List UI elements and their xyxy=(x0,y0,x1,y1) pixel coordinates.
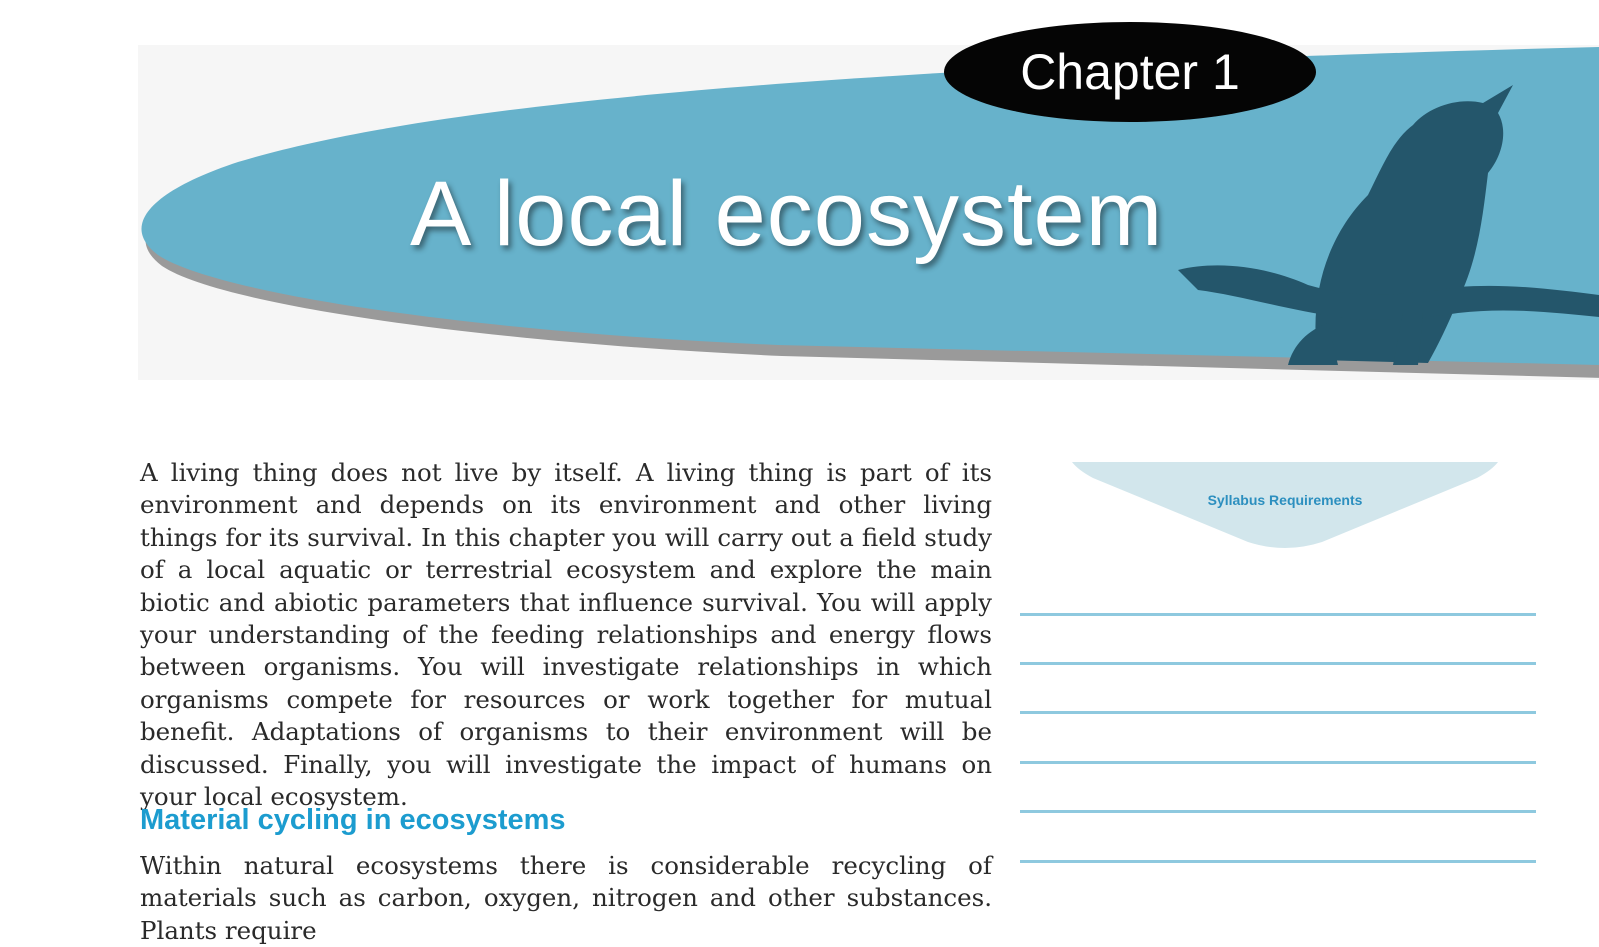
syllabus-line xyxy=(1020,810,1536,813)
intro-paragraph: A living thing does not live by itself. A living thing is part of its environment and depends on its environment and other living things for its survival. In this chapter you will carry out a field study of a local aquatic or terrestrial ecosystem and explore the main biotic and abiotic parameters that influence survival. You will apply your understanding of the feeding relationships and energy flows between organisms. You will investigate relationships in which organisms compete for resources or work together for mutual benefit. Adaptations of organisms to their environment will be discussed. Finally, you will investigate the impact of humans on your local ecosystem. xyxy=(140,458,992,812)
syllabus-line xyxy=(1020,860,1536,863)
syllabus-line xyxy=(1020,613,1536,616)
syllabus-line xyxy=(1020,662,1536,665)
chapter-title: A local ecosystem xyxy=(410,163,1164,265)
syllabus-line xyxy=(1020,711,1536,714)
section-heading: Material cycling in ecosystems xyxy=(140,804,566,836)
syllabus-line xyxy=(1020,761,1536,764)
syllabus-label: Syllabus Requirements xyxy=(1207,492,1363,508)
chapter-label: Chapter 1 xyxy=(944,22,1316,122)
section-paragraph: Within natural ecosystems there is considerable recycling of materials such as carbon, oxygen, nitrogen and other substances. Plants require xyxy=(140,851,992,945)
